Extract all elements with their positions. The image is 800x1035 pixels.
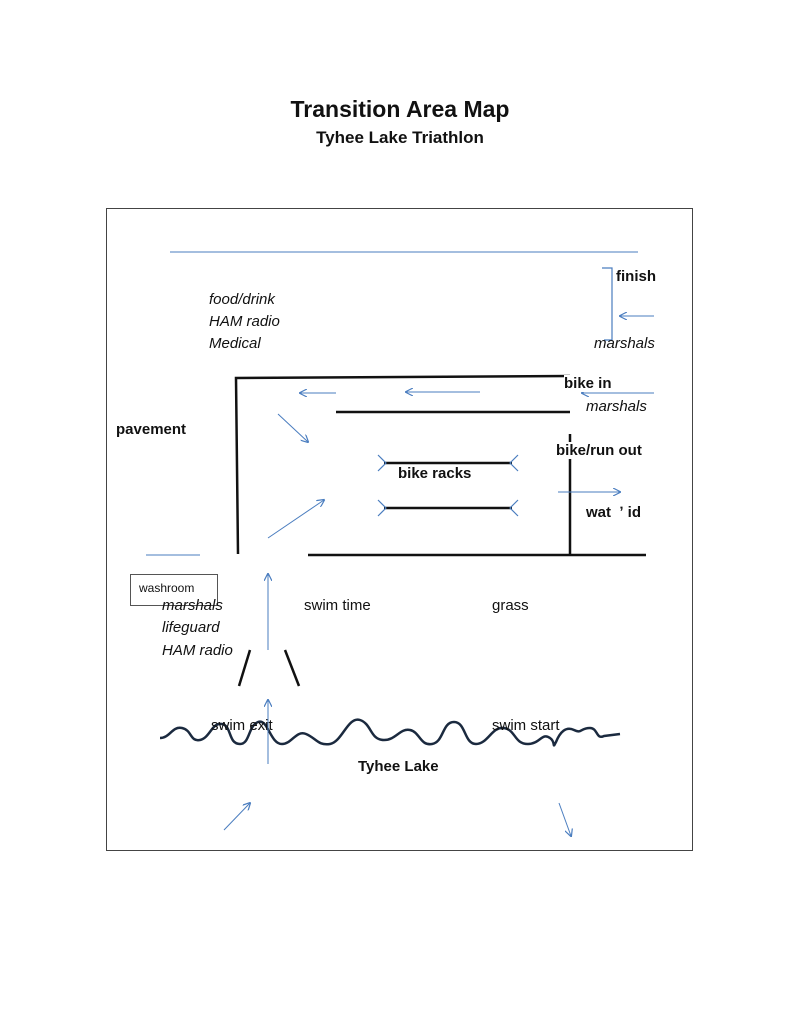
medical-label: Medical [209,335,261,352]
finish-label: finish [616,268,656,285]
swim-chute-left [239,650,250,686]
pavement-label: pavement [116,421,187,438]
swim-start-label: swim start [492,717,560,734]
washroom-label: washroom [139,581,195,595]
swim-time-label: swim time [304,597,371,614]
bike-racks-label: bike racks [398,465,472,482]
marshals-mid-label: marshals [586,398,647,415]
marshals-top-label: marshals [594,335,655,352]
swim-exit-label: swim exit [211,717,273,734]
ham-radio-bottom-label: HAM radio [162,642,233,659]
ham-radio-top-label: HAM radio [209,313,280,330]
marshals-bottom-label: marshals [162,597,223,614]
arrow-icon [224,316,654,836]
lake-label: Tyhee Lake [358,758,439,775]
swim-chute-right [285,650,299,686]
finish-bracket [602,268,612,340]
page-title: Transition Area Map [290,96,510,122]
water-aid-label: wat ʼ id [586,504,642,521]
bike-in-label: bike in [564,375,612,392]
grass-label: grass [492,597,529,614]
page-subtitle: Tyhee Lake Triathlon [316,128,484,147]
bike-run-out-label: bike/run out [556,442,642,459]
food-drink-label: food/drink [209,291,275,308]
lifeguard-label: lifeguard [162,619,220,636]
